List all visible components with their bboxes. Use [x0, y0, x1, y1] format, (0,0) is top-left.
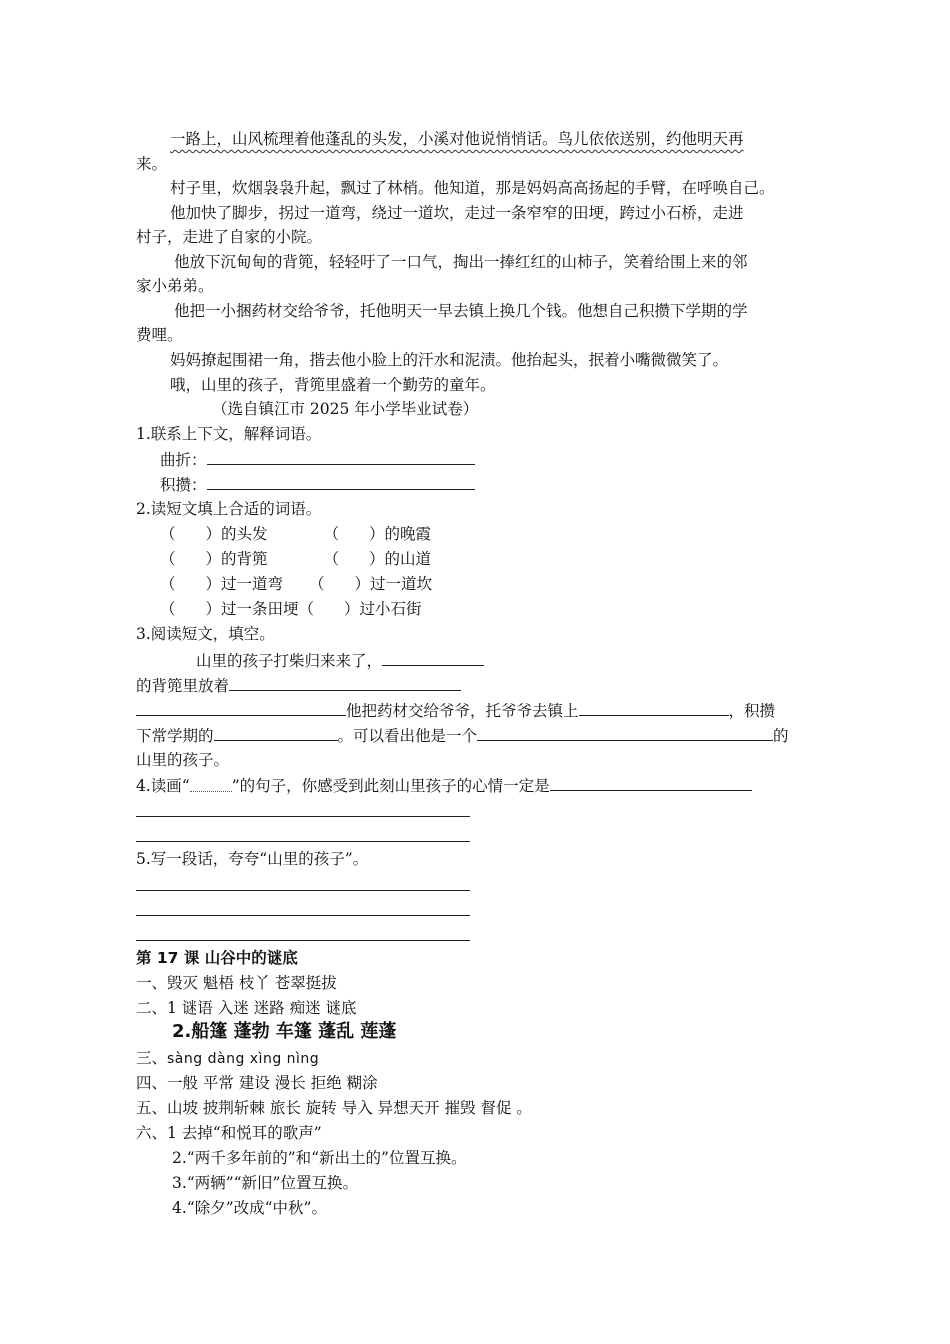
question-2: 2.读短文填上合适的词语。 [136, 500, 322, 518]
answer-line[interactable] [136, 890, 470, 891]
question-3-line-4 [136, 724, 789, 747]
question-1: 1.联系上下文，解释词语。 [136, 425, 322, 443]
story-paragraph-5: 他把一小捆药材交给爷爷，托他明天一早去镇上换几个钱。他想自己积攒下学期的学 [174, 302, 748, 320]
phrase: ）的晚霞 [369, 525, 432, 543]
pinyin-text: sàng dàng xìng nìng [167, 1051, 320, 1067]
paren-open: （ [309, 575, 325, 593]
question-1-word-2 [160, 473, 475, 496]
wavy-line-icon [190, 783, 232, 792]
answer-blank[interactable] [477, 724, 773, 741]
story-paragraph-3-cont: 村子，走进了自家的小院。 [136, 228, 323, 246]
answer-blank[interactable] [579, 699, 729, 716]
story-paragraph-4: 他放下沉甸甸的背篼，轻轻吁了一口气，掏出一捧红红的山柿子，笑着给围上来的邻 [174, 253, 748, 271]
question-5: 5.写一段话，夸夸“山里的孩子”。 [136, 850, 369, 868]
answer-blank[interactable] [207, 448, 475, 465]
story-paragraph-2: 村子里，炊烟袅袅升起，飘过了林梢。他知道，那是妈妈高高扬起的手臂，在呼唤自己。 [170, 179, 775, 197]
answer-line[interactable] [136, 841, 470, 842]
story-paragraph-7: 哦，山里的孩子，背篼里盛着一个勤劳的童年。 [170, 376, 496, 394]
text: 他把药材交给爷爷，托爷爷去镇上 [346, 702, 579, 720]
word-label: 曲折： [160, 451, 207, 469]
text: 山里的孩子打柴归来来了， [196, 652, 383, 670]
answer-line[interactable] [136, 816, 470, 817]
wavy-sentence: 一路上，山风梳理着他蓬乱的头发，小溪对他说悄悄话。鸟儿依依送别，约他明天再 [170, 130, 744, 148]
answer-1: 一、毁灭 魁梧 枝丫 苍翠挺拔 [136, 974, 337, 992]
answer-5: 五、山坡 披荆斩棘 旅长 旋转 导入 异想天开 摧毁 督促 。 [136, 1099, 532, 1117]
phrase: ）过一条田埂 [205, 600, 299, 618]
answers-title: 第 17 课 山谷中的谜底 [136, 949, 298, 967]
question-3-line-5: 山里的孩子。 [136, 751, 230, 769]
phrase: ）的背篼 [205, 550, 268, 568]
paren-open: （ [160, 550, 176, 568]
question-3: 3.阅读短文，填空。 [136, 625, 275, 643]
answer-line[interactable] [136, 940, 470, 941]
text: ”的句子，你感受到此刻山里孩子的心情一定是 [231, 777, 550, 795]
story-paragraph-3: 他加快了脚步，拐过一道弯，绕过一道坎，走过一条窄窄的田埂，跨过小石桥，走进 [170, 204, 744, 222]
phrase: ）的山道 [369, 550, 432, 568]
story-paragraph-1-cont: 来。 [136, 155, 168, 173]
phrase: ）过小石街 [344, 600, 422, 618]
phrase: ）过一道坎 [354, 575, 433, 593]
question-2-row-2 [160, 548, 431, 570]
phrase: ）过一道弯 [205, 575, 284, 593]
answer-6-4: 4.“除夕”改成“中秋”。 [172, 1199, 327, 1217]
paren-open: （ [323, 525, 340, 543]
answer-blank[interactable] [550, 774, 752, 791]
text: 的背篼里放着 [136, 677, 230, 695]
story-source: （选自镇江市 2025 年小学毕业试卷） [212, 400, 479, 418]
answer-6-2: 2.“两千多年前的”和“新出土的”位置互换。 [172, 1149, 467, 1167]
text: 。可以看出他是一个 [337, 727, 478, 745]
label: 三、 [136, 1049, 168, 1067]
answer-blank[interactable] [136, 699, 346, 716]
question-2-row-4 [160, 598, 422, 620]
question-3-line-3 [136, 699, 775, 722]
story-paragraph-5-cont: 费哩。 [136, 326, 183, 344]
answer-line[interactable] [136, 915, 470, 916]
answer-2b: 2.船篷 蓬勃 车篷 蓬乱 莲蓬 [172, 1021, 397, 1042]
paren-open: （ [160, 525, 176, 543]
story-paragraph-6: 妈妈撩起围裙一角，揩去他小脸上的汗水和泥渍。他抬起头，抿着小嘴微微笑了。 [170, 351, 729, 369]
text: ，积攒 [728, 702, 776, 720]
answer-blank[interactable] [207, 473, 475, 490]
word-label: 积攒： [160, 476, 207, 494]
paren-open: （ [323, 550, 340, 568]
paren-open: （ [160, 575, 176, 593]
answer-2: 二、1 谜语 入迷 迷路 痴迷 谜底 [136, 999, 357, 1017]
question-3-line-1 [196, 649, 484, 672]
paren-open: （ [298, 600, 315, 618]
answer-3 [136, 1047, 319, 1070]
answer-blank[interactable] [214, 724, 338, 741]
paren-open: （ [160, 600, 176, 618]
text: 4.读画“ [136, 777, 190, 795]
answer-6: 六、1 去掉“和悦耳的歌声” [136, 1124, 322, 1142]
phrase: ）的头发 [205, 525, 268, 543]
answer-blank[interactable] [229, 674, 461, 691]
question-4 [136, 774, 752, 797]
text: 的 [773, 727, 789, 745]
question-1-word-1 [160, 448, 475, 471]
answer-4: 四、一般 平常 建设 漫长 拒绝 糊涂 [136, 1074, 378, 1092]
answer-6-3: 3.“两辆”“新旧”位置互换。 [172, 1174, 358, 1192]
story-paragraph-1 [170, 128, 744, 150]
question-3-line-2 [136, 674, 461, 697]
text: 下常学期的 [136, 727, 214, 745]
question-2-row-1 [160, 523, 431, 545]
story-paragraph-4-cont: 家小弟弟。 [136, 277, 214, 295]
answer-blank[interactable] [382, 649, 484, 666]
question-2-row-3 [160, 573, 432, 595]
